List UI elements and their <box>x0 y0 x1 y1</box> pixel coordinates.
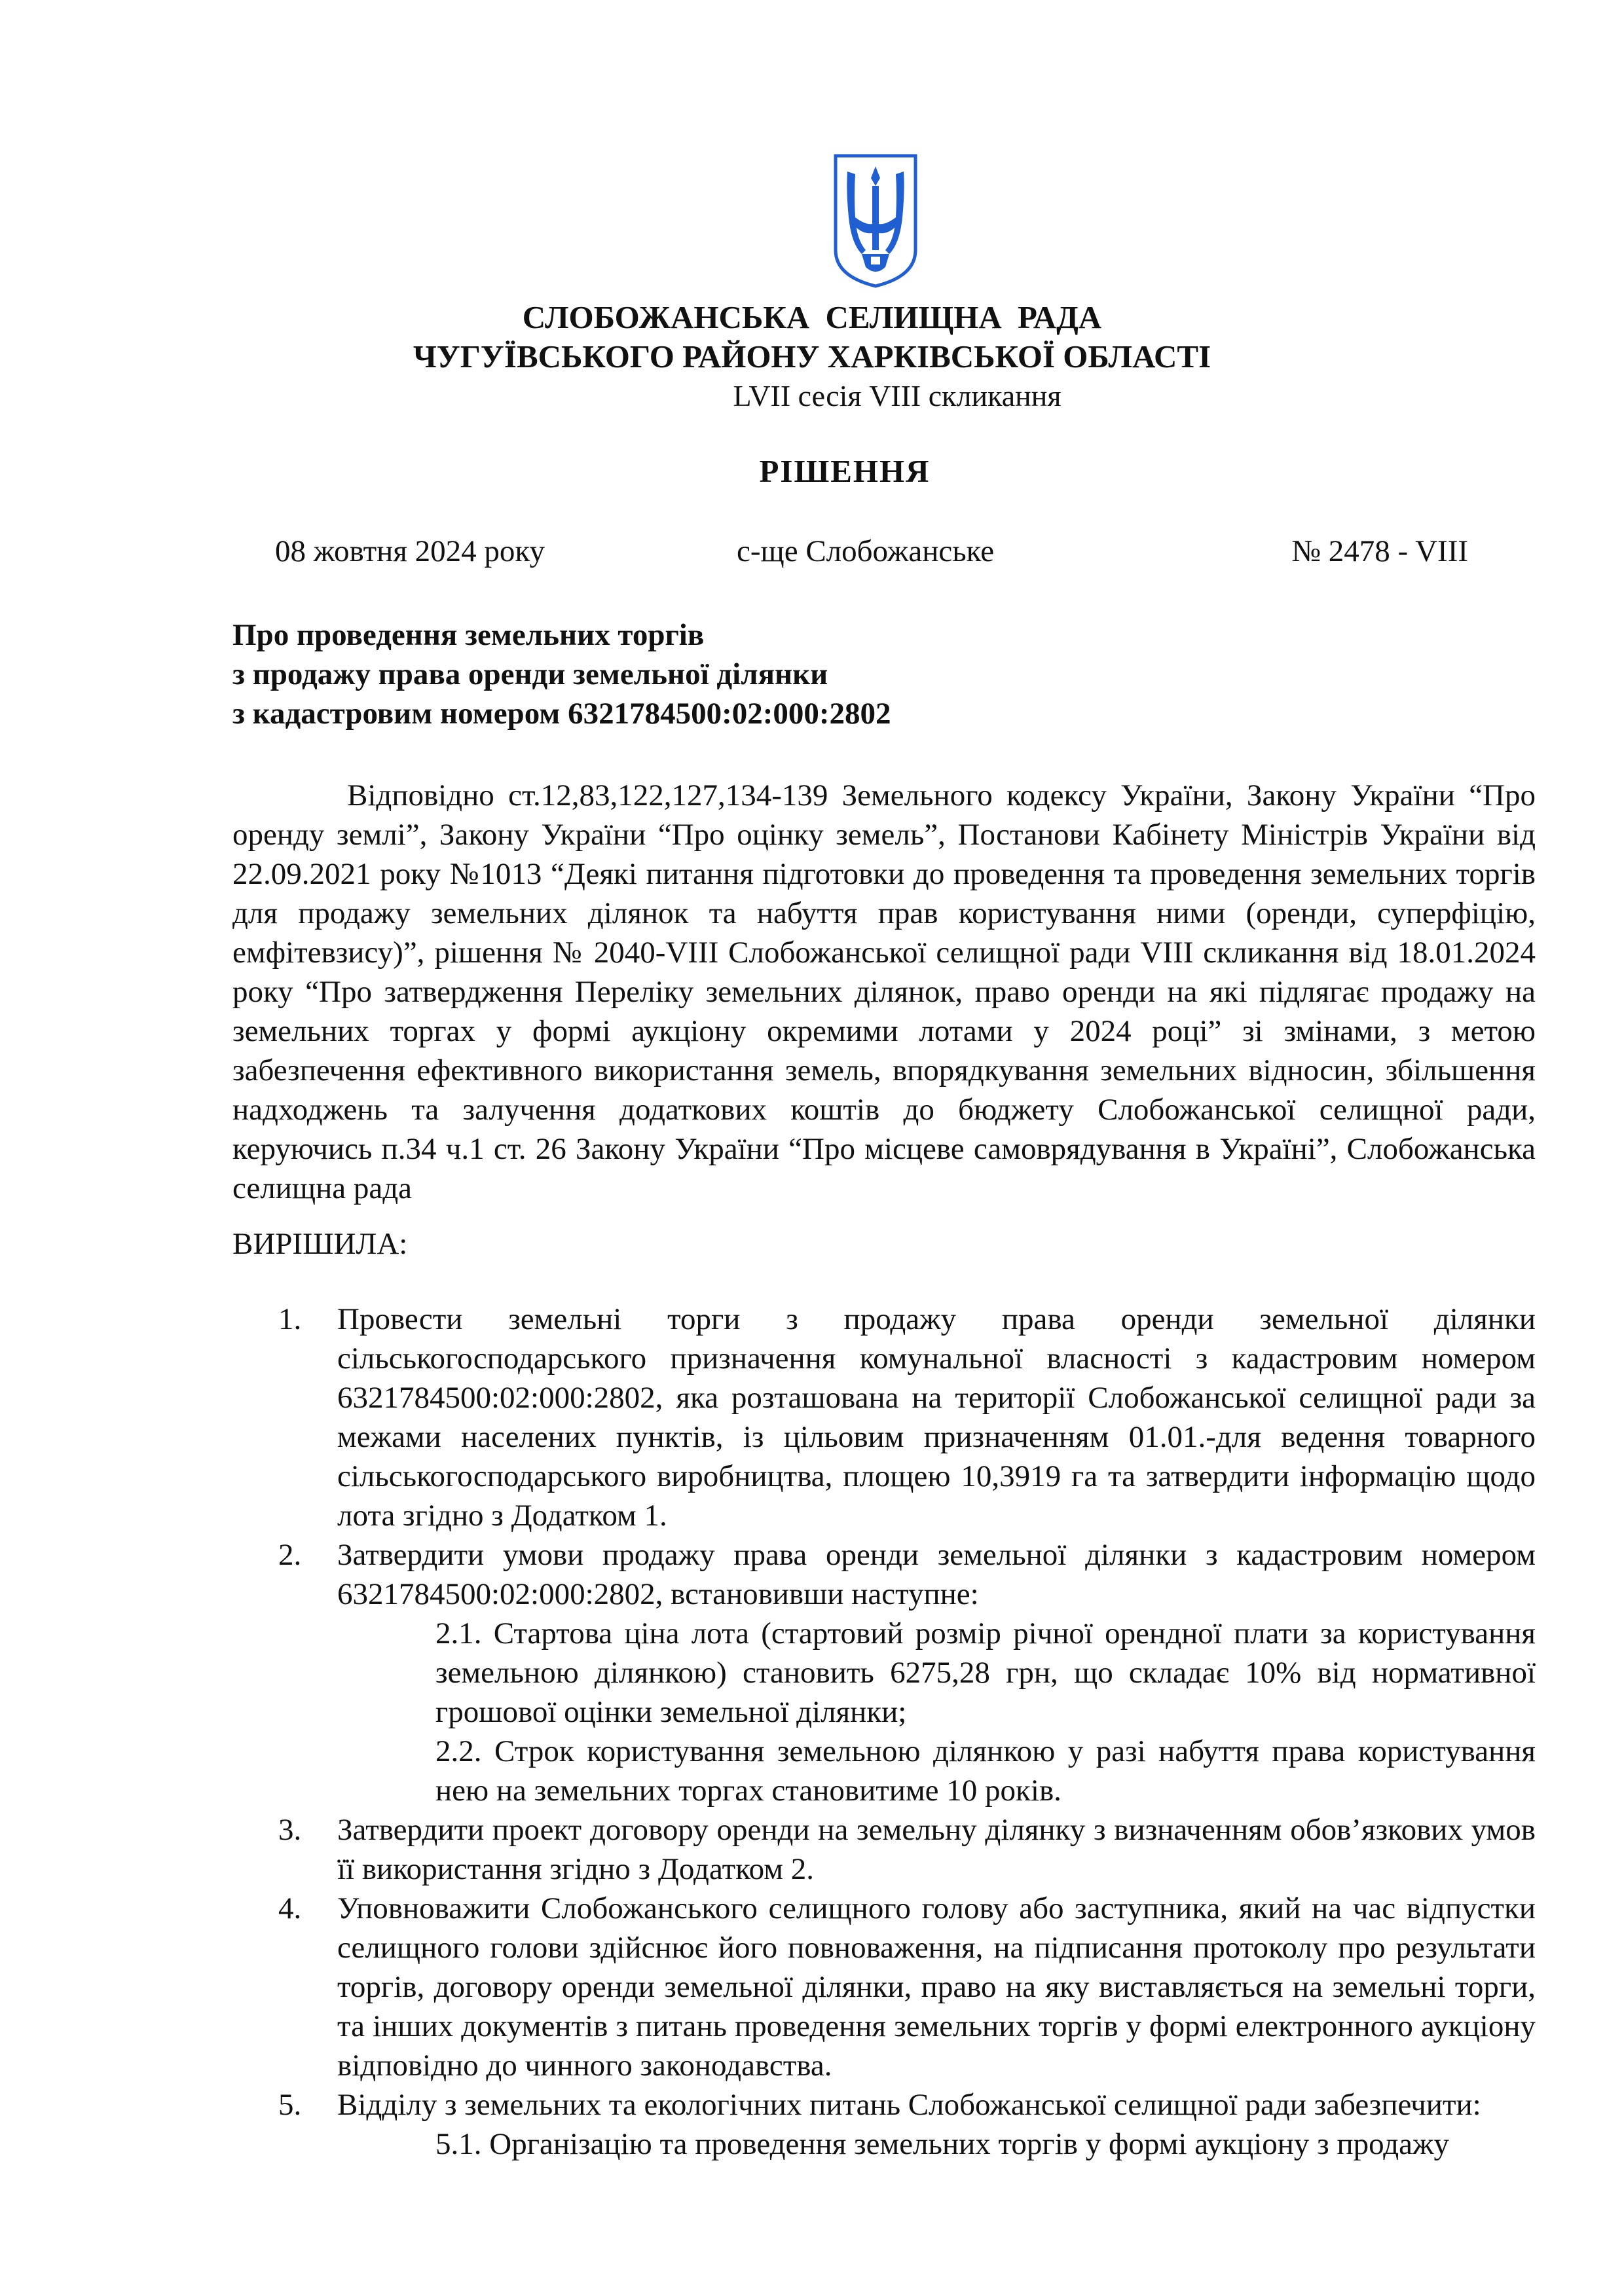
item-text: Затвердити умови продажу права оренди земельної ділянки з кадастровим номером 6321784500:02:000:2802, встановивши наступне: <box>337 1538 1536 1611</box>
session-line: LVII сесія VIII скликання <box>733 379 1061 412</box>
document-date: 08 жовтня 2024 року <box>275 534 545 568</box>
decision-item <box>232 1300 1536 1535</box>
item-text: Провести земельні торги з продажу права оренди земельної ділянки сільськогосподарського призначення комунальної власності з кадастровим номером 6321784500:02:000:2802, яка розташована на території Слобожанської селищної ради за межами населених пунктів, із цільовим призначенням 01.01.-для ведення товарного сільськогосподарського виробництва, площею 10,3919 га та затвердити інформацію щодо лота згідно з Додатком 1. <box>337 1302 1536 1533</box>
document-title: РІШЕННЯ <box>759 453 931 489</box>
document-number: № 2478 - VIII <box>1291 534 1468 568</box>
tryzub-emblem-icon <box>832 152 919 289</box>
sub-item: 2.2. Строк користування земельною ділянкою у разі набуття права користування нею на земельних торгах становитиме 10 років. <box>435 1734 1536 1808</box>
subject-line-3: з кадастровим номером 6321784500:02:000:2802 <box>232 697 891 731</box>
item-number: 5. <box>278 2088 302 2122</box>
item-text: Затвердити проект договору оренди на земельну ділянку з визначенням обов’язкових умов її використання згідно з Додатком 2. <box>337 1813 1536 1886</box>
decision-item <box>232 1889 1536 2085</box>
item-number: 4. <box>278 1891 302 1925</box>
subject-line-2: з продажу права оренди земельної ділянки <box>232 657 828 691</box>
sub-item: 2.1. Стартова ціна лота (стартовий розмір річної орендної плати за користування земельною ділянкою) становить 6275,28 грн, що складає 10% від нормативної грошової оцінки земельної ділянки; <box>435 1616 1536 1729</box>
item-number: 1. <box>278 1302 302 1336</box>
decision-subject <box>232 615 891 733</box>
decision-item <box>232 1810 1536 1889</box>
decision-item <box>232 2085 1536 2164</box>
item-number: 3. <box>278 1813 302 1847</box>
decision-items-list <box>232 1300 1536 2164</box>
organization-district: ЧУГУЇВСЬКОГО РАЙОНУ ХАРКІВСЬКОЇ ОБЛАСТІ <box>413 338 1211 374</box>
item-text: Уповноважити Слобожанського селищного голову або заступника, який на час відпустки селищного голови здійснює його повноваження, на підписання протоколу про результати торгів, договору оренди земельної ділянки, право на яку виставляється на земельні торги, та інших документів з питань проведення земельних торгів у формі електронного аукціону відповідно до чинного законодавства. <box>337 1891 1536 2083</box>
sub-item: 5.1. Організацію та проведення земельних торгів у формі аукціону з продажу <box>435 2127 1450 2161</box>
organization-name: СЛОБОЖАНСЬКА СЕЛИЩНА РАДА <box>522 299 1102 335</box>
preamble-paragraph: Відповідно ст.12,83,122,127,134-139 Земельного кодексу України, Закону України “Про оренду землі”, Закону України “Про оцінку земель”, Постанови Кабінету Міністрів України від 22.09.2021 року №1013 “Деякі питання підготовки до проведення та проведення земельних торгів для продажу земельних ділянок та набуття прав користування ними (оренди, суперфіцію, емфітевзису)”, рішення № 2040-VIII Слобожанської селищної ради VIII скликання від 18.01.2024 року “Про затвердження Переліку земельних ділянок, право оренди на які підлягає продажу на земельних торгах у формі аукціону окремими лотами у 2024 році” зі змінами, з метою забезпечення ефективного використання земель, впорядкування земельних відносин, збільшення надходжень та залучення додаткових коштів до бюджету Слобожанської селищної ради, керуючись п.34 ч.1 ст. 26 Закону України “Про місцеве самоврядування в Україні”, Слобожанська селищна рада <box>232 778 1536 1205</box>
item-number: 2. <box>278 1538 302 1572</box>
subject-line-1: Про проведення земельних торгів <box>232 618 705 652</box>
item-text: Відділу з земельних та екологічних питань Слобожанської селищної ради забезпечити: <box>337 2088 1481 2122</box>
decision-item <box>232 1535 1536 1810</box>
document-place: с-ще Слобожанське <box>737 534 995 568</box>
resolved-label: ВИРІШИЛА: <box>232 1227 408 1261</box>
